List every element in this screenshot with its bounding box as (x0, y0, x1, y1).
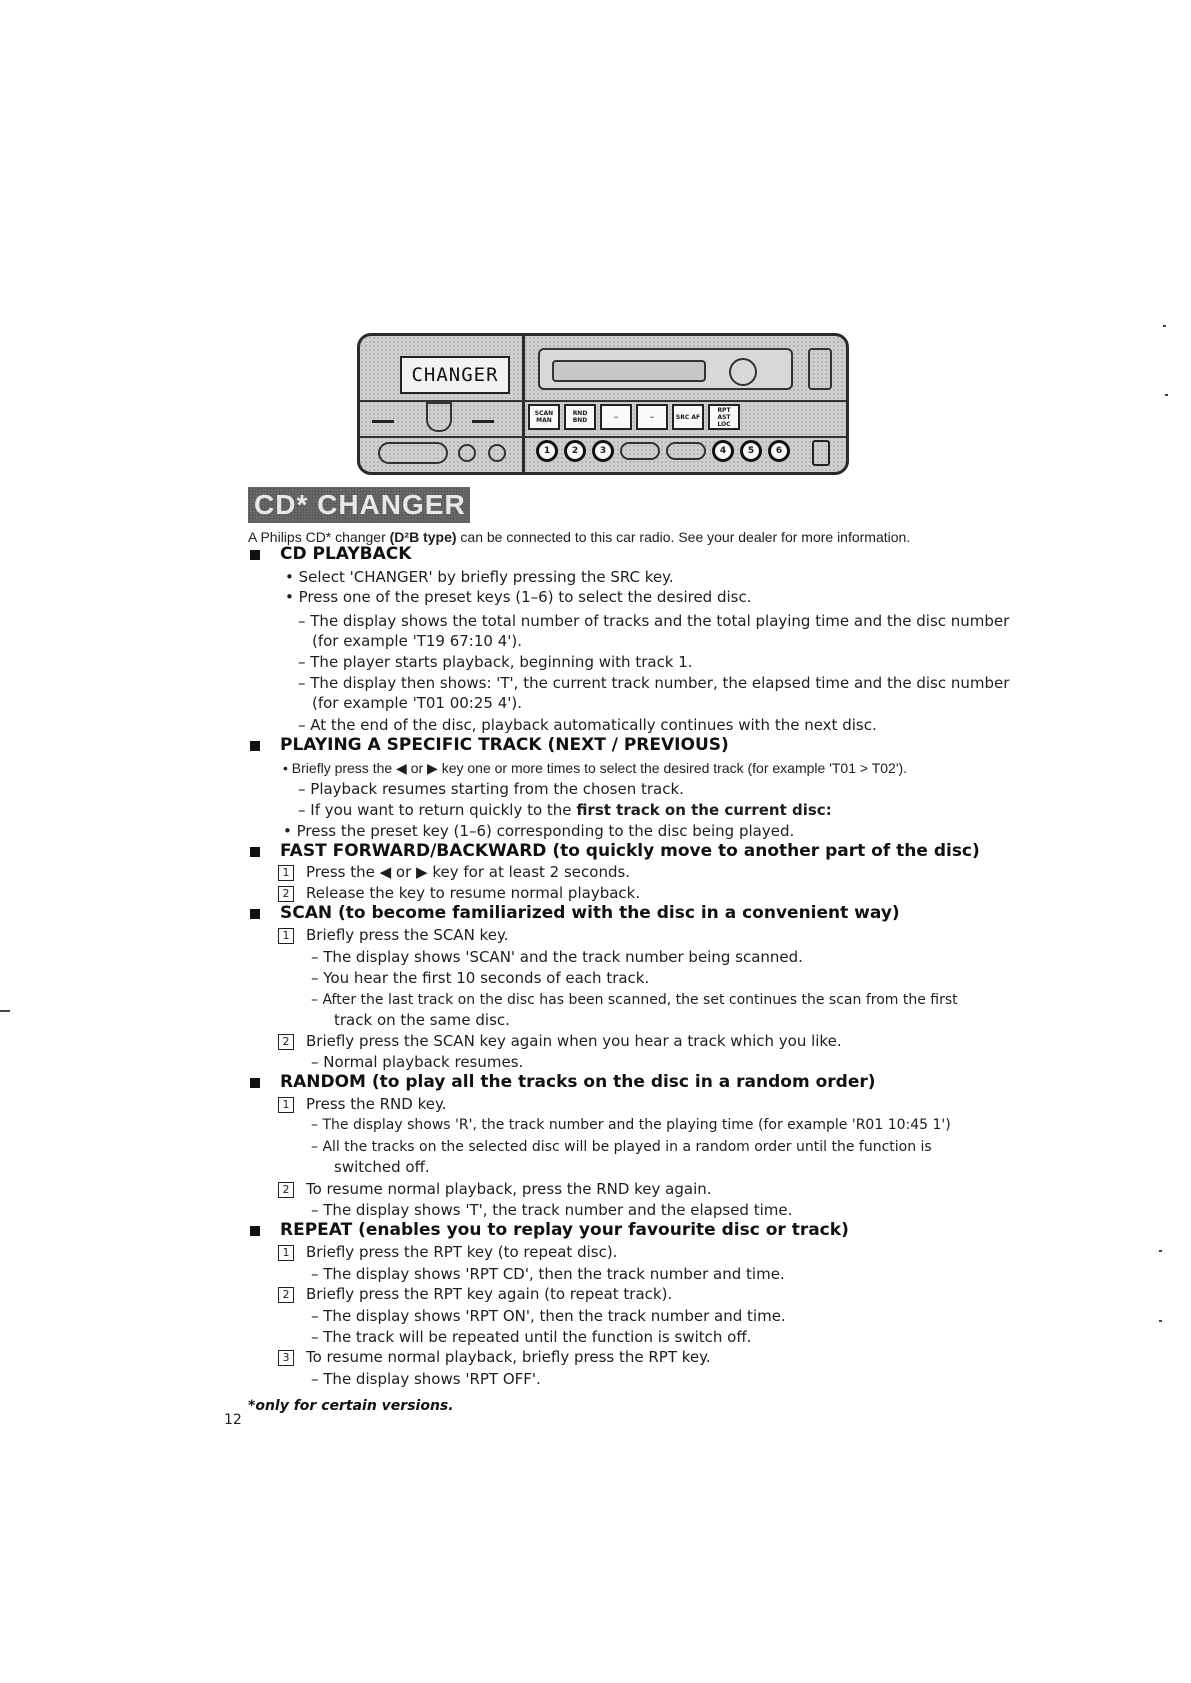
repeat-step-text: Briefly press the RPT key again (to repeat track). (306, 1285, 673, 1303)
small-knob-right (488, 444, 506, 462)
car-radio-illustration (357, 333, 849, 475)
eject-key (808, 348, 832, 390)
mode-slider (378, 442, 448, 464)
scan-line: – Normal playback resumes. (311, 1053, 524, 1071)
preset-3: 3 (592, 440, 614, 462)
playback-line: • Press one of the preset keys (1–6) to select the desired disc. (285, 588, 752, 606)
scan-heading: SCAN (to become familiarized with the disc in a convenient way) (280, 903, 900, 923)
rnd-key: RND BND (564, 404, 596, 430)
next-key: − (636, 404, 668, 430)
step-number: 3 (278, 1350, 294, 1366)
previous-key: − (600, 404, 632, 430)
center-pill-right (666, 442, 706, 460)
repeat-step (278, 1285, 672, 1303)
scan-speck (1165, 394, 1168, 396)
scan-line: track on the same disc. (334, 1011, 510, 1029)
scan-speck (1159, 1320, 1162, 1322)
playback-line: (for example 'T19 67:10 4'). (312, 632, 522, 650)
step-number: 2 (278, 886, 294, 902)
src-key: SRC AF (672, 404, 704, 430)
random-step (278, 1095, 446, 1113)
heading-bullet (250, 909, 260, 919)
specific-line-bold: first track on the current disc: (576, 801, 832, 819)
cassette-door (552, 360, 706, 382)
ff-step-text: Press the ◀ or ▶ key for at least 2 seconds. (306, 863, 631, 881)
random-line: – The display shows 'T', the track number and the elapsed time. (311, 1201, 793, 1219)
page-number: 12 (224, 1412, 242, 1428)
random-step-text: Press the RND key. (306, 1095, 447, 1113)
random-line: – The display shows 'R', the track number and the playing time (for example 'R01 10:45 1') (311, 1117, 951, 1133)
specific-line-start: – If you want to return quickly to the (298, 801, 577, 819)
playback-line: – The display shows the total number of tracks and the total playing time and the disc number (298, 612, 1010, 630)
center-pill-left (620, 442, 660, 460)
preset-6: 6 (768, 440, 790, 462)
cassette-knob (729, 358, 757, 386)
heading-bullet (250, 847, 260, 857)
playback-line: – The display then shows: 'T', the current track number, the elapsed time and the disc number (298, 674, 1010, 692)
preset-1: 1 (536, 440, 558, 462)
heading-bullet (250, 1226, 260, 1236)
scan-step-text: Briefly press the SCAN key again when you hear a track which you like. (306, 1032, 842, 1050)
intro-bold: (D²B type) (389, 529, 457, 545)
cassette-slot (538, 348, 793, 390)
scan-speck (0, 1010, 10, 1012)
playback-heading: CD PLAYBACK (280, 544, 412, 564)
specific-line: – Playback resumes starting from the chosen track. (298, 780, 684, 798)
radio-dash-left (372, 420, 394, 423)
function-keys (528, 404, 740, 430)
preset-5: 5 (740, 440, 762, 462)
step-number: 2 (278, 1034, 294, 1050)
repeat-line: – The display shows 'RPT OFF'. (311, 1370, 541, 1388)
radio-display: CHANGER (400, 356, 510, 394)
random-heading: RANDOM (to play all the tracks on the disc in a random order) (280, 1072, 876, 1092)
repeat-heading: REPEAT (enables you to replay your favourite disc or track) (280, 1220, 849, 1240)
small-knob-left (458, 444, 476, 462)
radio-dash-right (472, 420, 494, 423)
step-number: 1 (278, 1097, 294, 1113)
random-step-text: To resume normal playback, press the RND key again. (306, 1180, 712, 1198)
scan-line: – After the last track on the disc has been scanned, the set continues the scan from the first (311, 992, 958, 1008)
repeat-step-text: Briefly press the RPT key (to repeat disc). (306, 1243, 618, 1261)
specific-track-heading: PLAYING A SPECIFIC TRACK (NEXT / PREVIOUS) (280, 735, 729, 755)
specific-line (298, 801, 832, 819)
footnote: *only for certain versions. (248, 1398, 454, 1414)
section-title-text: CD* CHANGER (254, 489, 466, 520)
rpt-key: RPT AST LOC (708, 404, 740, 430)
repeat-line: – The display shows 'RPT CD', then the track number and time. (311, 1265, 785, 1283)
preset-4: 4 (712, 440, 734, 462)
scan-step (278, 926, 508, 944)
release-button (812, 440, 830, 466)
scan-speck (1163, 325, 1166, 327)
repeat-line: – The track will be repeated until the function is switch off. (311, 1328, 752, 1346)
scan-line: – The display shows 'SCAN' and the track number being scanned. (311, 948, 803, 966)
ff-step (278, 884, 640, 902)
step-number: 1 (278, 928, 294, 944)
playback-line: – At the end of the disc, playback automatically continues with the next disc. (298, 716, 877, 734)
step-number: 1 (278, 1245, 294, 1261)
repeat-step (278, 1243, 617, 1261)
repeat-line: – The display shows 'RPT ON', then the track number and time. (311, 1307, 786, 1325)
heading-bullet (250, 741, 260, 751)
ff-step-text: Release the key to resume normal playback. (306, 884, 641, 902)
playback-line: – The player starts playback, beginning with track 1. (298, 653, 693, 671)
heading-bullet (250, 550, 260, 560)
section-title (248, 487, 470, 523)
repeat-step (278, 1348, 711, 1366)
step-number: 2 (278, 1287, 294, 1303)
playback-line: (for example 'T01 00:25 4'). (312, 694, 522, 712)
playback-line: • Select 'CHANGER' by briefly pressing the SRC key. (285, 568, 674, 586)
random-line: switched off. (334, 1158, 430, 1176)
preset-2: 2 (564, 440, 586, 462)
specific-line: • Press the preset key (1–6) corresponding to the disc being played. (283, 822, 795, 840)
scan-step-text: Briefly press the SCAN key. (306, 926, 509, 944)
intro-text-end: can be connected to this car radio. See your dealer for more information. (456, 529, 911, 545)
random-step (278, 1180, 712, 1198)
repeat-step-text: To resume normal playback, briefly press the RPT key. (306, 1348, 711, 1366)
specific-line: • Briefly press the ◀ or ▶ key one or more times to select the desired track (for example 'T01 > T02'). (283, 760, 908, 776)
scan-key: SCAN MAN (528, 404, 560, 430)
preset-buttons (536, 440, 790, 462)
scan-speck (1159, 1250, 1162, 1252)
scan-step (278, 1032, 842, 1050)
ff-heading: FAST FORWARD/BACKWARD (to quickly move to another part of the disc) (280, 841, 980, 861)
step-number: 2 (278, 1182, 294, 1198)
radio-line-bottom (360, 436, 846, 438)
radio-divider (522, 336, 525, 472)
step-number: 1 (278, 865, 294, 881)
scan-line: – You hear the first 10 seconds of each track. (311, 969, 650, 987)
ff-step (278, 863, 630, 881)
volume-knob (426, 402, 452, 432)
intro-text-start: A Philips CD* changer (248, 529, 390, 545)
random-line: – All the tracks on the selected disc will be played in a random order until the function is (311, 1139, 932, 1155)
heading-bullet (250, 1078, 260, 1088)
